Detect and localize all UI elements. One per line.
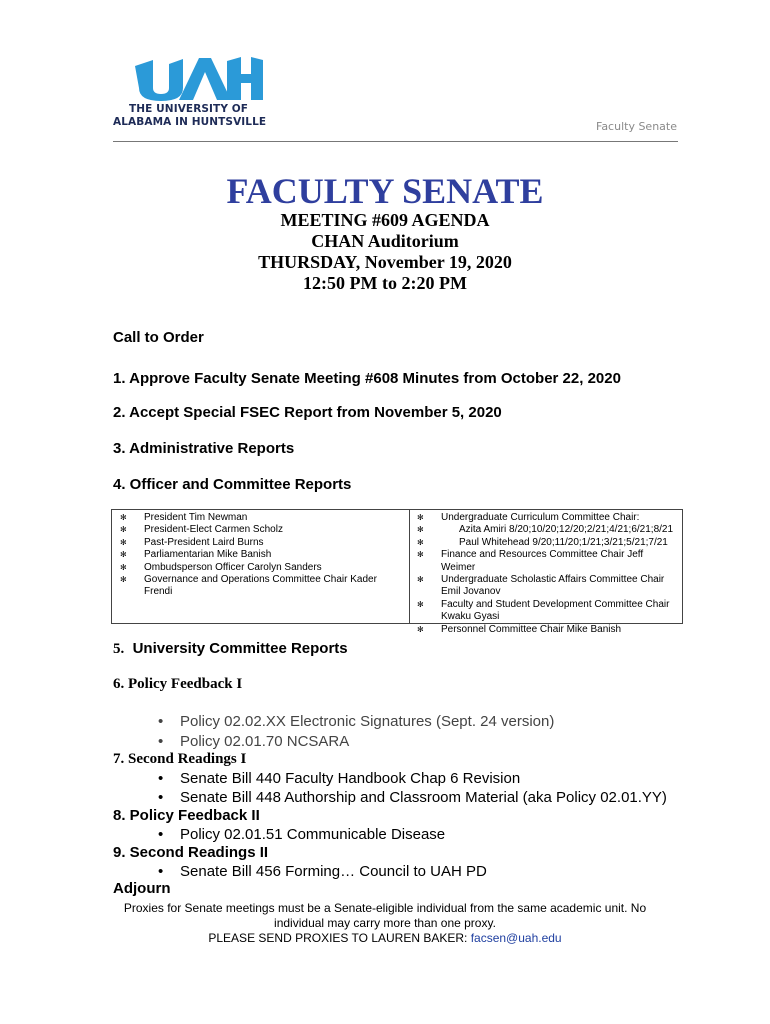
call-to-order: Call to Order bbox=[113, 329, 204, 346]
header-tag: Faculty Senate bbox=[596, 120, 677, 133]
officers-right-column bbox=[415, 512, 680, 636]
logo-line-1: THE UNIVERSITY OF bbox=[129, 103, 249, 115]
list-item: ✻ Azita Amiri 8/20;10/20;12/20;2/21;4/21;6/21;8/21 bbox=[417, 524, 674, 536]
meeting-location: CHAN Auditorium bbox=[311, 231, 459, 251]
agenda-item-5: 5. University Committee Reports bbox=[113, 640, 348, 657]
list-item: ✻ Parliamentarian Mike Banish bbox=[120, 549, 272, 561]
agenda-item-8: 8. Policy Feedback II bbox=[113, 807, 260, 824]
uah-logo bbox=[113, 56, 273, 136]
meeting-date: THURSDAY, November 19, 2020 bbox=[258, 252, 512, 272]
meeting-number: MEETING #609 AGENDA bbox=[280, 210, 490, 230]
officer-reports-table bbox=[111, 509, 683, 635]
list-item: ✻ Personnel Committee Chair Mike Banish bbox=[417, 623, 622, 635]
officers-left-column bbox=[118, 512, 388, 599]
agenda-item-6: 6. Policy Feedback I bbox=[113, 676, 243, 692]
meeting-time: 12:50 PM to 2:20 PM bbox=[303, 273, 467, 293]
list-item: ✻ Undergraduate Curriculum Committee Chair: bbox=[417, 512, 640, 523]
agenda-item-4: 4. Officer and Committee Reports bbox=[113, 476, 352, 493]
list-item: • Policy 02.01.70 NCSARA bbox=[158, 733, 350, 750]
list-item: ✻ Undergraduate Scholastic Affairs Committee Chair Emil Jovanov bbox=[417, 574, 665, 598]
list-item: ✻ Ombudsperson Officer Carolyn Sanders bbox=[120, 561, 322, 573]
page-title: FACULTY SENATE bbox=[226, 171, 544, 211]
email-link[interactable]: facsen@uah.edu bbox=[470, 931, 562, 945]
table-divider bbox=[409, 510, 410, 623]
agenda-item-3: 3. Administrative Reports bbox=[113, 440, 295, 457]
agenda-item-2: 2. Accept Special FSEC Report from November 5, 2020 bbox=[113, 404, 502, 421]
footer-note: Proxies for Senate meetings must be a Senate-eligible individual from the same academic unit. No individual may carry more than one proxy. PLEASE SEND PROXIES TO LAUREN BAKER: facsen@uah.edu bbox=[123, 901, 647, 945]
list-item: ✻ Governance and Operations Committee Chair Kader Frendi bbox=[120, 574, 377, 598]
list-item: ✻ Finance and Resources Committee Chair Jeff Weimer bbox=[417, 549, 644, 573]
list-item: ✻ President-Elect Carmen Scholz bbox=[120, 524, 283, 536]
list-item: ✻ President Tim Newman bbox=[120, 512, 248, 523]
adjourn: Adjourn bbox=[113, 880, 171, 897]
list-item: ✻ Past-President Laird Burns bbox=[120, 536, 264, 548]
header-rule bbox=[113, 141, 678, 142]
list-item: • Senate Bill 456 Forming… Council to UAH PD bbox=[158, 863, 487, 880]
list-item: • Senate Bill 448 Authorship and Classroom Material (aka Policy 02.01.YY) bbox=[158, 789, 667, 806]
logo-line-2: ALABAMA IN HUNTSVILLE bbox=[113, 116, 267, 128]
list-item: • Senate Bill 440 Faculty Handbook Chap 6 Revision bbox=[158, 770, 521, 787]
list-item: • Policy 02.01.51 Communicable Disease bbox=[158, 826, 446, 843]
agenda-item-9: 9. Second Readings II bbox=[113, 844, 269, 861]
uah-logo-mark bbox=[133, 56, 263, 102]
agenda-item-1: 1. Approve Faculty Senate Meeting #608 Minutes from October 22, 2020 bbox=[113, 370, 621, 387]
list-item: ✻ Paul Whitehead 9/20;11/20;1/21;3/21;5/21;7/21 bbox=[417, 536, 668, 548]
list-item: ✻ Faculty and Student Development Committee Chair Kwaku Gyasi bbox=[417, 598, 670, 623]
list-item: • Policy 02.02.XX Electronic Signatures (Sept. 24 version) bbox=[158, 713, 555, 730]
agenda-item-7: 7. Second Readings I bbox=[113, 751, 247, 767]
